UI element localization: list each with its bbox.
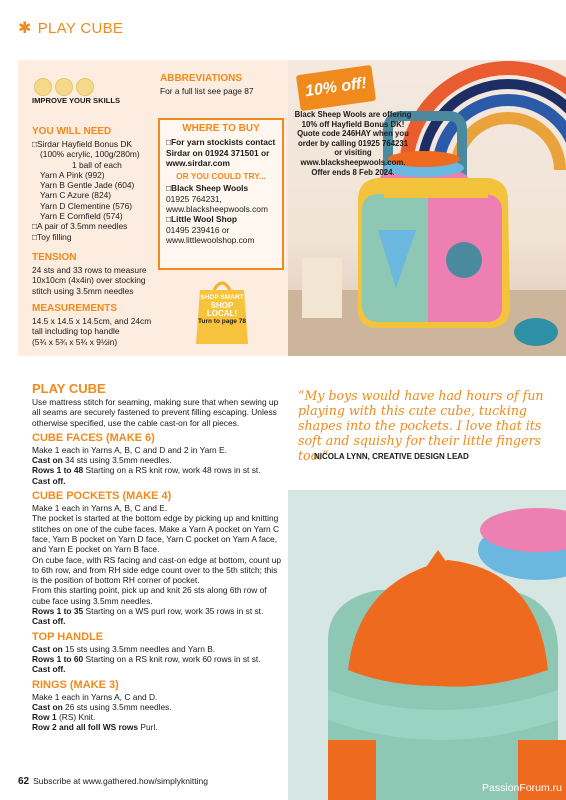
pattern-instructions — [32, 382, 282, 733]
shop-local-badge — [194, 276, 250, 346]
pockets-line: Make 1 each in Yarns A, B, C and E. — [32, 503, 168, 514]
list-item: 1 ball of each — [72, 159, 122, 170]
list-item: □Sirdar Hayfield Bonus DK — [32, 139, 133, 149]
handle-cast-line — [32, 644, 282, 654]
faces-cast-line — [32, 455, 282, 465]
tension-heading: TENSION — [32, 252, 77, 263]
measurements-heading: MEASUREMENTS — [32, 303, 118, 314]
handle-rows-line — [32, 654, 282, 664]
shop-details: 01495 239416 or www.littlewoolshop.com — [166, 224, 255, 245]
list-item: Yarn B Gentle Jade (604) — [40, 180, 135, 191]
shop-name: □Black Sheep Wools — [166, 183, 249, 194]
rings-cast-line — [32, 702, 282, 712]
pattern-intro: Use mattress stitch for seaming, making sure that when sewing up all seams are securely fastened to prevent filling escaping. Unless otherwise specified, use the cable cast-on for all pieces. — [32, 397, 279, 428]
or-try-heading: OR YOU COULD TRY... — [176, 171, 266, 182]
handle-rows-text: Starting on a RS knit row, work 60 rows in st st. — [83, 653, 261, 664]
handle-heading: TOP HANDLE — [32, 630, 104, 643]
page-header — [18, 18, 123, 38]
page-number: 62 — [18, 776, 30, 787]
handle-cast-text: 15 sts using 3.5mm needles and Yarn B. — [62, 643, 216, 654]
designer-quote: “My boys would have had hours of fun playing with this cute cube, tucking shapes into the pockets. I love that its soft and squishy for their little fingers too.” — [298, 388, 544, 463]
tension-text: 24 sts and 33 rows to measure 10x10cm (4x4in) over stocking stitch using 3.5mm needles — [32, 265, 147, 296]
rings-row2-line — [32, 722, 282, 732]
pockets-line: The pocket is started at the bottom edge by picking up and knitting stitches on one of the cube faces. Make a Yarn A pocket on Yarn C face, Yarn B pocket on Yarn D face, Yarn C pocket on Yarn A face, and Yarn E pocket on Yarn B face. — [32, 513, 280, 555]
faces-cast-off: Cast off. — [32, 475, 66, 486]
rings-cast-label: Cast on — [32, 701, 63, 712]
list-item: □A pair of 3.5mm needles — [32, 221, 128, 232]
you-will-need-list — [32, 139, 156, 242]
faces-rows-line — [32, 465, 282, 475]
rings-row1-text: (RS) Knit. — [56, 712, 96, 723]
where-to-buy-box — [158, 118, 284, 270]
faces-line: Make 1 each in Yarns A, B, C and D and 2 in Yarn E. — [32, 444, 227, 455]
faces-cast-label: Cast on — [32, 455, 63, 466]
measurements-text: 14.5 x 14.5 x 14.5cm, and 24cm tall including top handle — [32, 316, 152, 337]
rings-cast-text: 26 sts using 3.5mm needles. — [62, 701, 172, 712]
abbreviations-text: For a full list see page 87 — [160, 86, 254, 96]
handle-cast-off: Cast off. — [32, 664, 66, 675]
faces-cast-text: 34 sts using 3.5mm needles. — [62, 455, 172, 466]
turn-to-page: Turn to page 78 — [198, 318, 246, 325]
quote-author: NICOLA LYNN, CREATIVE DESIGN LEAD — [314, 452, 469, 461]
play-cube-photo — [288, 60, 566, 356]
yarn-ball-icon — [55, 78, 73, 96]
rings-row2-label: Row 2 and all foll WS rows — [32, 722, 139, 733]
pockets-line: From this starting point, pick up and knit 26 sts along 6th row of cube face using 3.5mm needles. — [32, 585, 267, 606]
rings-row2-text: Purl. — [138, 722, 158, 733]
list-item: (100% acrylic, 100g/280m) — [40, 149, 140, 160]
pockets-line: On cube face, with RS facing and cast-on edge at bottom, count up to 6th row, and from RH side edge count over to the 5th stitch; this is the position of bottom RH corner of pocket. — [32, 554, 282, 586]
shop-name: □Little Wool Shop — [166, 214, 237, 225]
rings-row1-line — [32, 712, 282, 722]
list-item: □Toy filling — [32, 231, 72, 242]
rings-heading: RINGS (MAKE 3) — [32, 678, 119, 691]
list-item: Yarn D Clementine (576) — [40, 200, 133, 211]
rings-row1-label: Row 1 — [32, 712, 57, 723]
faces-rows-label: Rows 1 to 48 — [32, 465, 84, 476]
page-footer — [18, 776, 208, 787]
offer-text: Black Sheep Wools are offering 10% off Hayfield Bonus DK! Quote code 246HAY when you order by calling 01925 764231 or visiting www.blacksheepwools.com. Offer ends 8 Feb 2024. — [294, 110, 412, 177]
shop-text: SHOP — [210, 301, 234, 310]
watermark: PassionForum.ru — [482, 782, 562, 794]
yarn-ball-icon — [34, 78, 52, 96]
faces-heading: CUBE FACES (MAKE 6) — [32, 431, 155, 444]
shop-details: 01925 764231, www.blacksheepwools.com — [166, 193, 268, 215]
measurements-imperial: (5¾ x 5¾ x 5¾ x 9½in) — [32, 337, 118, 347]
you-will-need-heading: YOU WILL NEED — [32, 126, 112, 137]
pockets-rows-text: Starting on a WS purl row, work 35 rows in st st. — [83, 606, 264, 617]
page-title: PLAY CUBE — [37, 20, 124, 37]
pockets-rows-line — [32, 606, 282, 616]
cube-closeup-photo — [288, 490, 566, 800]
local-text: LOCAL! — [206, 309, 238, 318]
faces-rows-text: Starting on a RS knit row, work 48 rows in st st. — [83, 465, 261, 476]
stockist-contact: □For yarn stockists contact Sirdar on 01924 371501 or www.sirdar.com — [166, 137, 276, 168]
list-item: Yarn A Pink (992) — [40, 169, 105, 180]
star-icon: ✱ — [18, 20, 32, 37]
subscribe-link[interactable]: Subscribe at www.gathered.how/simplyknitting — [33, 776, 208, 786]
abbreviations-heading: ABBREVIATIONS — [160, 73, 243, 84]
pockets-heading: CUBE POCKETS (MAKE 4) — [32, 490, 172, 503]
shop-smart-text: SHOP SMART — [200, 294, 244, 301]
skills-label: IMPROVE YOUR SKILLS — [32, 96, 121, 105]
pockets-rows-label: Rows 1 to 35 — [32, 606, 84, 617]
pockets-cast-off: Cast off. — [32, 616, 66, 627]
offer-badge-text: 10% off! — [304, 74, 368, 101]
list-item: Yarn E Cornfield (574) — [40, 211, 123, 222]
cube-closeup-image — [288, 490, 566, 800]
pattern-title: PLAY CUBE — [32, 381, 106, 396]
list-item: Yarn C Azure (824) — [40, 190, 112, 201]
yarn-ball-icon — [76, 78, 94, 96]
handle-rows-label: Rows 1 to 60 — [32, 653, 84, 664]
rings-line: Make 1 each in Yarns A, C and D. — [32, 691, 158, 702]
handle-cast-label: Cast on — [32, 643, 63, 654]
where-to-buy-heading: WHERE TO BUY — [182, 123, 260, 134]
